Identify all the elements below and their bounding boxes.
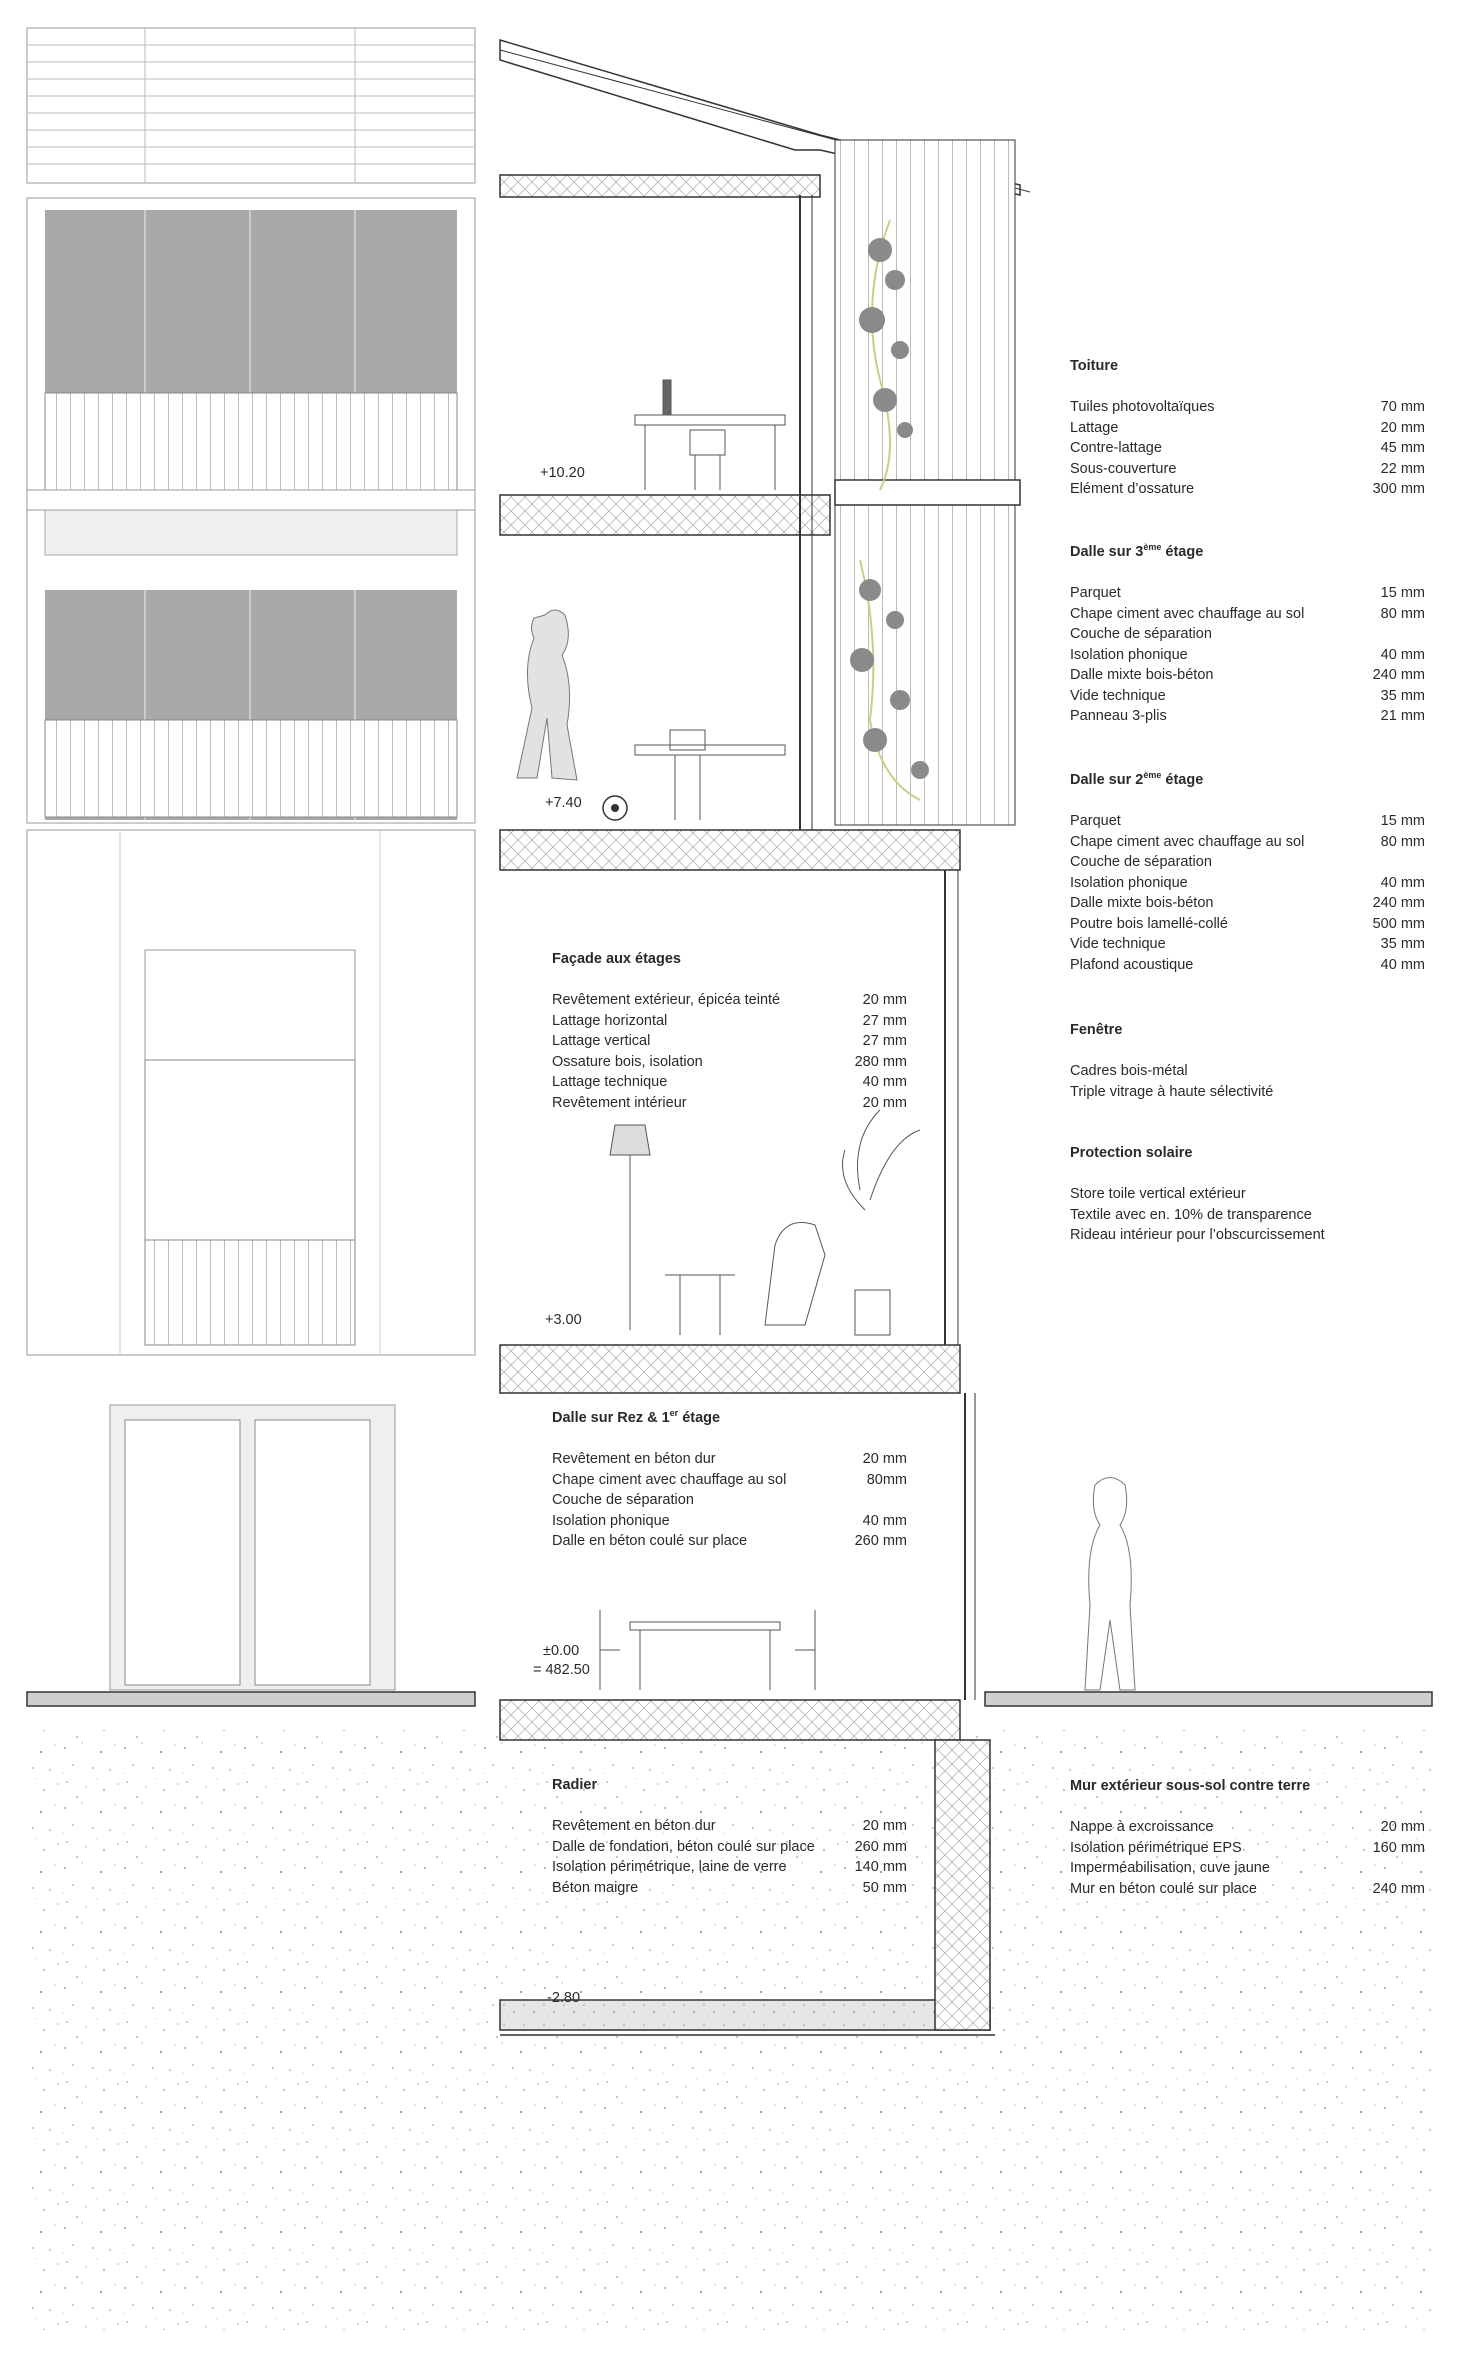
spec-row: Sous-couverture 22 mm — [1070, 460, 1425, 477]
spec-row: Revêtement en béton dur 20 mm — [552, 1818, 907, 1834]
level-300-label: +3.00 — [545, 1312, 582, 1328]
radier-title: Radier — [552, 1777, 598, 1793]
spec-row: Mur en béton coulé sur place 240 mm — [1070, 1880, 1425, 1897]
facade-elevation — [27, 28, 475, 1690]
facade-title: Façade aux étages — [552, 951, 681, 967]
spec-row: Lattage horizontal 27 mm — [552, 1012, 907, 1029]
spec-row: Imperméabilisation, cuve jaune — [1070, 1860, 1270, 1876]
spec-row: Tuiles photovoltaïques 70 mm — [1070, 399, 1425, 415]
spec-row: Dalle de fondation, béton coulé sur place 260 mm — [552, 1838, 907, 1855]
level-740-label: +7.40 — [545, 795, 582, 811]
spec-row: Parquet 15 mm — [1070, 585, 1425, 601]
level-000-label: ±0.00 — [543, 1643, 580, 1659]
slab-3rd — [500, 495, 830, 535]
floor-lamp-icon — [610, 1125, 650, 1155]
basement-wall — [935, 1740, 990, 2030]
spec-row: Panneau 3-plis 21 mm — [1070, 708, 1425, 724]
spec-row: Lattage technique 40 mm — [552, 1074, 907, 1090]
mur-title: Mur extérieur sous-sol contre terre — [1070, 1778, 1311, 1794]
protection-block — [1070, 1143, 1425, 1246]
spec-line: Triple vitrage à haute sélectivité — [1070, 1083, 1274, 1100]
slab-1st — [500, 1345, 960, 1393]
slab-2nd — [500, 830, 960, 870]
table-icon — [635, 415, 785, 425]
toiture-title: Toiture — [1070, 358, 1119, 374]
spec-row: Dalle mixte bois-béton 240 mm — [1070, 895, 1425, 911]
spec-row: Lattage vertical 27 mm — [552, 1033, 907, 1049]
level-1020-label: +10.20 — [540, 465, 585, 481]
spec-row: Contre-lattage 45 mm — [1070, 440, 1425, 456]
spec-row: Vide technique 35 mm — [1070, 936, 1425, 952]
spec-row: Chape ciment avec chauffage au sol 80 mm — [1070, 833, 1425, 850]
spec-row: Couche de séparation — [1070, 854, 1212, 870]
person-silhouette-icon — [517, 610, 577, 780]
fenetre-block — [1070, 1020, 1425, 1102]
spec-row: Isolation phonique 40 mm — [1070, 646, 1425, 663]
person-silhouette-icon — [1085, 1478, 1135, 1691]
dalle-rez-block — [552, 1408, 907, 1552]
spec-row: Vide technique 35 mm — [1070, 687, 1425, 704]
spec-row: Chape ciment avec chauffage au sol 80 mm — [1070, 605, 1425, 622]
bottle-icon — [663, 380, 671, 415]
spec-row: Isolation périmétrique EPS 160 mm — [1070, 1839, 1425, 1856]
protection-title: Protection solaire — [1070, 1145, 1193, 1161]
roof-slab — [500, 175, 820, 197]
spec-row: Revêtement extérieur, épicéa teinté 20 mm — [552, 992, 907, 1008]
armchair-icon — [765, 1223, 825, 1326]
spec-row: Dalle en béton coulé sur place 260 mm — [552, 1533, 907, 1549]
spec-row: Isolation phonique 40 mm — [1070, 874, 1425, 891]
spec-row: Dalle mixte bois-béton 240 mm — [1070, 667, 1425, 683]
spec-row: Plafond acoustique 40 mm — [1070, 956, 1425, 973]
spec-row: Nappe à excroissance 20 mm — [1070, 1819, 1425, 1835]
spec-row: Béton maigre 50 mm — [552, 1879, 907, 1896]
dalle3-title: Dalle sur 3ème étage — [1070, 542, 1204, 560]
fenetre-title: Fenêtre — [1070, 1022, 1123, 1038]
spec-row: Ossature bois, isolation 280 mm — [552, 1053, 907, 1070]
plant-icon — [843, 1110, 921, 1210]
level-48250-label: = 482.50 — [533, 1662, 590, 1678]
spec-row: Isolation périmétrique, laine de verre 140 mm — [552, 1859, 907, 1875]
slab-ground — [500, 1700, 960, 1740]
spec-row: Couche de séparation — [552, 1492, 694, 1508]
spec-line: Store toile vertical extérieur — [1070, 1186, 1246, 1202]
spec-row: Isolation phonique 40 mm — [552, 1512, 907, 1529]
spec-row: Couche de séparation — [1070, 626, 1212, 642]
facade-block — [552, 949, 907, 1113]
spec-row: Revêtement intérieur 20 mm — [552, 1094, 907, 1111]
spec-row: Poutre bois lamellé-collé 500 mm — [1070, 915, 1425, 932]
chair-icon — [690, 430, 725, 490]
toiture-block — [1070, 356, 1425, 500]
dalle2-title: Dalle sur 2ème étage — [1070, 770, 1204, 788]
ground-line-right — [985, 1692, 1432, 1706]
dalle2-block — [1070, 770, 1425, 975]
spec-line: Rideau intérieur pour l’obscurcissement — [1070, 1227, 1325, 1243]
ground-line-left — [27, 1692, 475, 1706]
mur-block — [1070, 1776, 1425, 1899]
level-minus280-label: -2.80 — [547, 1990, 581, 2006]
spec-line: Textile avec en. 10% de transparence — [1070, 1206, 1312, 1223]
spec-row: Chape ciment avec chauffage au sol 80mm — [552, 1471, 907, 1488]
spec-row: Parquet 15 mm — [1070, 813, 1425, 829]
spec-row: Revêtement en béton dur 20 mm — [552, 1451, 907, 1467]
dalle3-block — [1070, 542, 1425, 727]
spec-row: Lattage 20 mm — [1070, 419, 1425, 436]
table-icon — [665, 1275, 735, 1335]
radier-block — [552, 1775, 907, 1898]
dalle-rez-title: Dalle sur Rez & 1er étage — [552, 1408, 721, 1426]
spec-row: Elément d’ossature 300 mm — [1070, 481, 1425, 497]
spec-line: Cadres bois-métal — [1070, 1063, 1188, 1079]
